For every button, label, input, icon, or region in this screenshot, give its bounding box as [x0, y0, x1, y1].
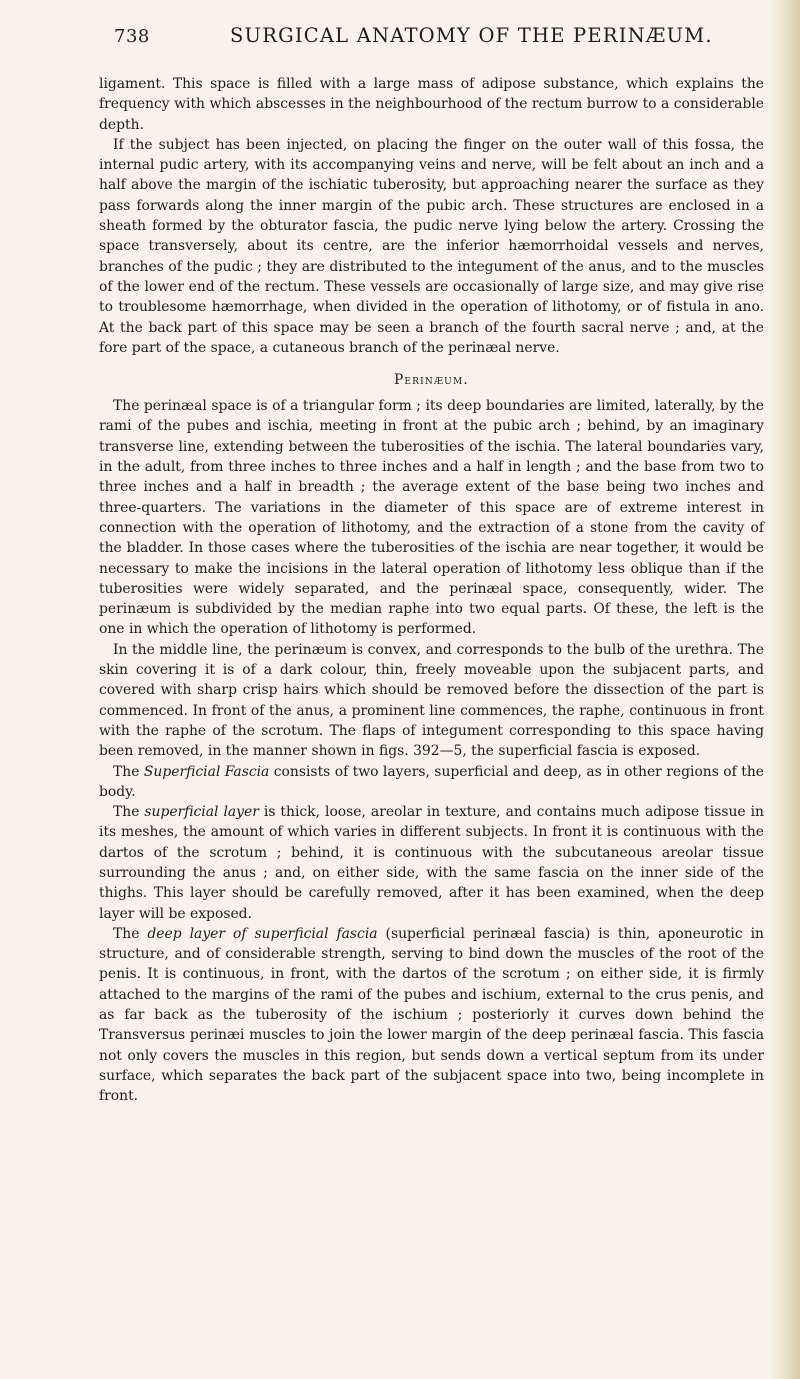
text-run: is thick, loose, areolar in texture, and contains much adipose tissue in its meshes, the amount of which varies in different subjects. In front it is continuous with the dartos of the scrotum ; behind, it is continuous with the subcutaneous areolar tissue surrounding the anus ; and, on either side, with the same fascia on the inner side of the thighs. This layer should be carefully removed, after it has been examined, when the deep layer will be exposed.	[99, 804, 764, 922]
page-edge-shadow	[770, 0, 800, 1379]
body-text	[84, 74, 764, 1107]
text-run: The	[113, 763, 144, 780]
page-header	[84, 20, 764, 56]
paragraph-superficial-fascia	[99, 762, 764, 803]
text-run: consists of two layers, superficial and deep, as in other regions of the body.	[99, 763, 764, 800]
term-superficial-fascia: Superficial Fascia	[143, 763, 270, 780]
text-run: The	[113, 804, 145, 821]
page-number: 738	[114, 26, 150, 47]
term-superficial-layer: superficial layer	[144, 804, 259, 821]
book-page	[84, 20, 764, 1107]
term-deep-layer: deep layer of superficial fascia	[147, 925, 378, 942]
paragraph-ligament: ligament. This space is filled with a large mass of adipose substance, which explains the frequency with which abscesses in the neighbourhood of the rectum burrow to a considerable depth.	[99, 76, 764, 133]
paragraph-perinaeal-space: The perinæal space is of a triangular form ; its deep boundaries are limited, laterally, by the rami of the pubes and ischia, meeting in front at the pubic arch ; behind, by an imaginary transverse line, extending between the tuberosities of the ischia. The lateral boundaries vary, in the adult, from three inches to three inches and a half in length ; and the base from two to three inches and a half in breadth ; the average extent of the base being two inches and three-quarters. The variations in the diameter of this space are of extreme interest in connection with the operation of lithotomy, and the extraction of a stone from the cavity of the bladder. In those cases where the tuberosities of the ischia are near together, it would be necessary to make the incisions in the lateral operation of lithotomy less oblique than if the tuberosities were widely separated, and the perinæal space, consequently, wider. The perinæum is subdivided by the median raphe into two equal parts. Of these, the left is the one in which the operation of lithotomy is performed.	[99, 398, 764, 638]
text-run: (superficial perinæal fascia) is thin, aponeurotic in structure, and of considerable strength, serving to bind down the muscles of the root of the penis. It is continuous, in front, with the dartos of the scrotum ; on either side, it is firmly attached to the margins of the rami of the pubes and ischium, external to the crus penis, and as far back as the tuberosity of the ischium ; posteriorly it curves down behind the Transversus perinæi muscles to join the lower margin of the deep perinæal fascia. This fascia not only covers the muscles in this region, but sends down a vertical septum from its under surface, which separates the back part of the subjacent space into two, being incomplete in front.	[99, 925, 764, 1105]
paragraph-middle-line: In the middle line, the perinæum is convex, and corresponds to the bulb of the urethra. The skin covering it is of a dark colour, thin, freely moveable upon the subjacent parts, and covered with sharp crisp hairs which should be removed before the dissection of the part is commenced. In front of the anus, a prominent line commences, the raphe, continuous in front with the raphe of the scrotum. The flaps of integument corresponding to this space having been removed, in the manner shown in figs. 392—5, the superficial fascia is exposed.	[99, 641, 764, 760]
paragraph-superficial-layer	[99, 802, 764, 924]
paragraph-deep-layer	[99, 924, 764, 1107]
text-run: The	[113, 925, 148, 942]
section-heading-perinaeum: Perinæum.	[394, 372, 469, 389]
running-head: SURGICAL ANATOMY OF THE PERINÆUM.	[230, 24, 713, 47]
paragraph-injected-subject: If the subject has been injected, on placing the finger on the outer wall of this fossa, the internal pudic artery, with its accompanying veins and nerve, will be felt about an inch and a half above the margin of the ischiatic tuberosity, but approaching nearer the surface as they pass forwards along the inner margin of the pubic arch. These structures are enclosed in a sheath formed by the obturator fascia, the pudic nerve lying below the artery. Crossing the space transversely, about its centre, are the inferior hæmorrhoidal vessels and nerves, branches of the pudic ; they are distributed to the integument of the anus, and to the muscles of the lower end of the rectum. These vessels are occasionally of large size, and may give rise to troublesome hæmorrhage, when divided in the operation of lithotomy, or of fistula in ano. At the back part of this space may be seen a branch of the fourth sacral nerve ; and, at the fore part of the space, a cutaneous branch of the perinæal nerve.	[99, 136, 764, 356]
